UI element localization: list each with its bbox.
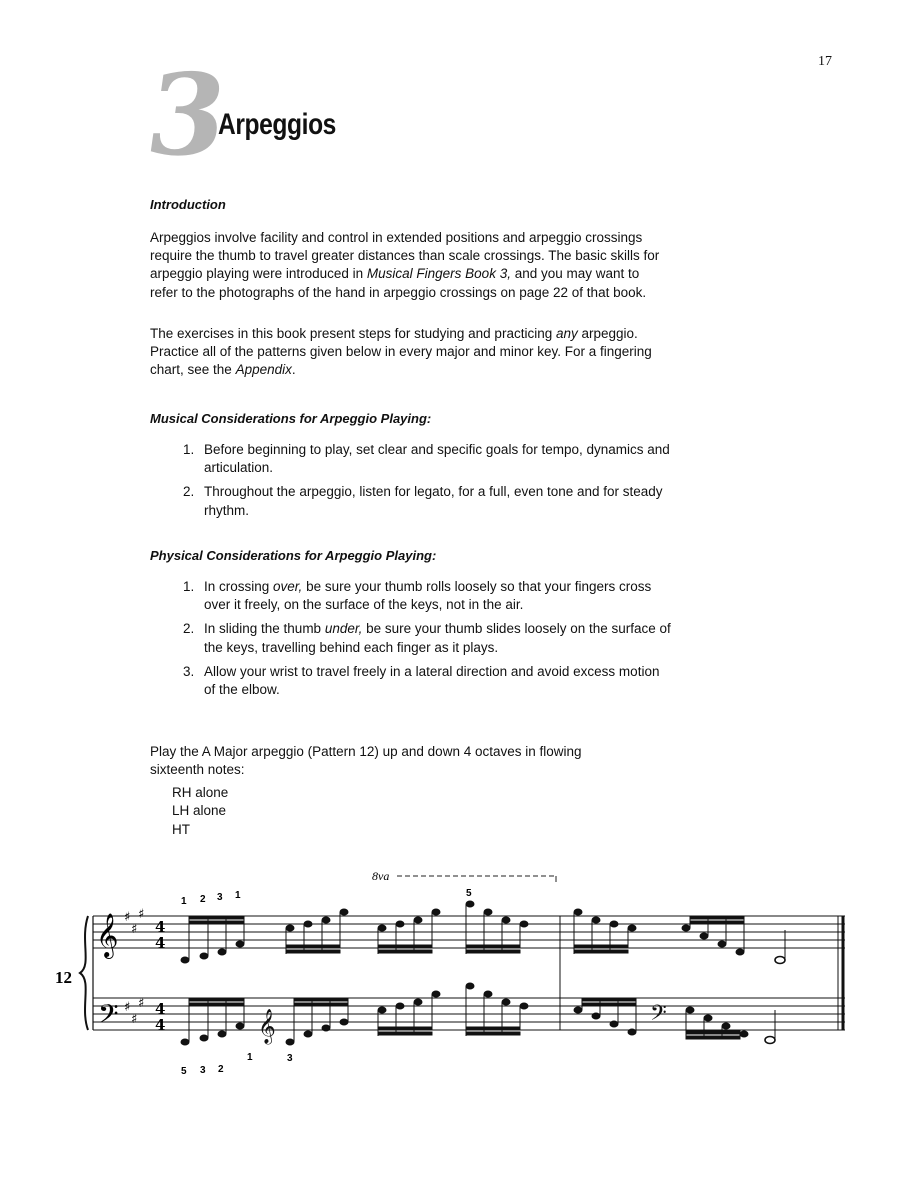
- mode-lh: LH alone: [172, 803, 227, 819]
- physical-considerations-heading: Physical Considerations for Arpeggio Playing:: [150, 548, 437, 563]
- svg-text:♯: ♯: [124, 1000, 131, 1015]
- list-item: 2. Throughout the arpeggio, listen for legato, for a full, even tone and for steady rhythm.: [183, 484, 663, 518]
- list-item: 2. In sliding the thumb under, be sure your thumb slides loosely on the surface of the keys, travelling behind each finger as it plays.: [183, 621, 671, 655]
- book-title: Musical Fingers Book 3,: [366, 266, 511, 282]
- bass-time-signature-top: 4: [155, 1000, 166, 1018]
- svg-text:2: 2: [200, 894, 206, 905]
- svg-text:3: 3: [217, 892, 223, 903]
- svg-text:♯: ♯: [124, 910, 131, 925]
- intro-paragraph-2: The exercises in this book present steps for studying and practicing any arpeggio. Practice all of the patterns given below in every major and minor key. For a fingering chart, see the Appendix.: [150, 326, 652, 378]
- svg-text:𝄢: 𝄢: [650, 1001, 667, 1031]
- brace: [80, 916, 88, 1030]
- page-number: 17: [818, 54, 832, 69]
- introduction-heading: Introduction: [150, 197, 226, 212]
- list-item: 1. Before beginning to play, set clear and specific goals for tempo, dynamics and articulation.: [183, 442, 670, 476]
- intro-paragraph-1: Arpeggios involve facility and control in extended positions and arpeggio crossings require the thumb to travel greater distances than scale crossings. The basic skills for arpeggio playing were introduced in Musical Fingers Book 3, and you may want to refer to the photographs of the hand in arpeggio crossings on page 22 of that book.: [150, 230, 660, 300]
- svg-text:3: 3: [200, 1065, 206, 1076]
- mode-rh: RH alone: [172, 785, 229, 800]
- svg-text:1: 1: [235, 890, 241, 901]
- bass-clef-icon: 𝄢: [98, 998, 119, 1036]
- pattern-number: 12: [55, 968, 72, 987]
- music-notation: [0, 860, 900, 1080]
- svg-text:𝄞: 𝄞: [258, 1009, 276, 1044]
- svg-text:5: 5: [466, 888, 472, 899]
- rh-fingering: [181, 888, 472, 907]
- svg-text:♯: ♯: [131, 922, 138, 937]
- svg-text:♯: ♯: [131, 1012, 138, 1027]
- svg-text:♯: ♯: [138, 907, 145, 922]
- svg-text:5: 5: [181, 1066, 187, 1077]
- svg-text:1: 1: [181, 896, 187, 907]
- practice-modes: [172, 784, 228, 839]
- chapter-title: Arpeggios: [218, 108, 336, 141]
- svg-text:1: 1: [247, 1052, 253, 1063]
- svg-text:♯: ♯: [138, 996, 145, 1011]
- musical-considerations-heading: Musical Considerations for Arpeggio Playing:: [150, 411, 432, 426]
- list-item: 1. In crossing over, be sure your thumb rolls loosely so that your fingers cross over it freely, on the surface of the keys, not in the air.: [183, 579, 652, 613]
- treble-clef-icon: 𝄞: [96, 913, 119, 957]
- svg-text:3: 3: [287, 1053, 293, 1064]
- lh-fingering: [181, 1052, 293, 1077]
- musical-considerations-list: [183, 441, 673, 526]
- list-item: 3. Allow your wrist to travel freely in a lateral direction and avoid excess motion of the elbow.: [183, 663, 660, 698]
- svg-text:2: 2: [218, 1064, 224, 1075]
- practice-instructions: Play the A Major arpeggio (Pattern 12) up and down 4 octaves in flowing sixteenth notes:: [150, 744, 582, 778]
- chapter-numeral: 3: [138, 50, 232, 181]
- bass-time-signature-bottom: 4: [155, 1016, 166, 1034]
- time-signature-bottom: 4: [155, 934, 166, 952]
- ottava-mark: 8va: [372, 869, 390, 883]
- mode-ht: HT: [172, 821, 190, 837]
- time-signature-top: 4: [155, 918, 166, 936]
- physical-considerations-list: [183, 578, 673, 705]
